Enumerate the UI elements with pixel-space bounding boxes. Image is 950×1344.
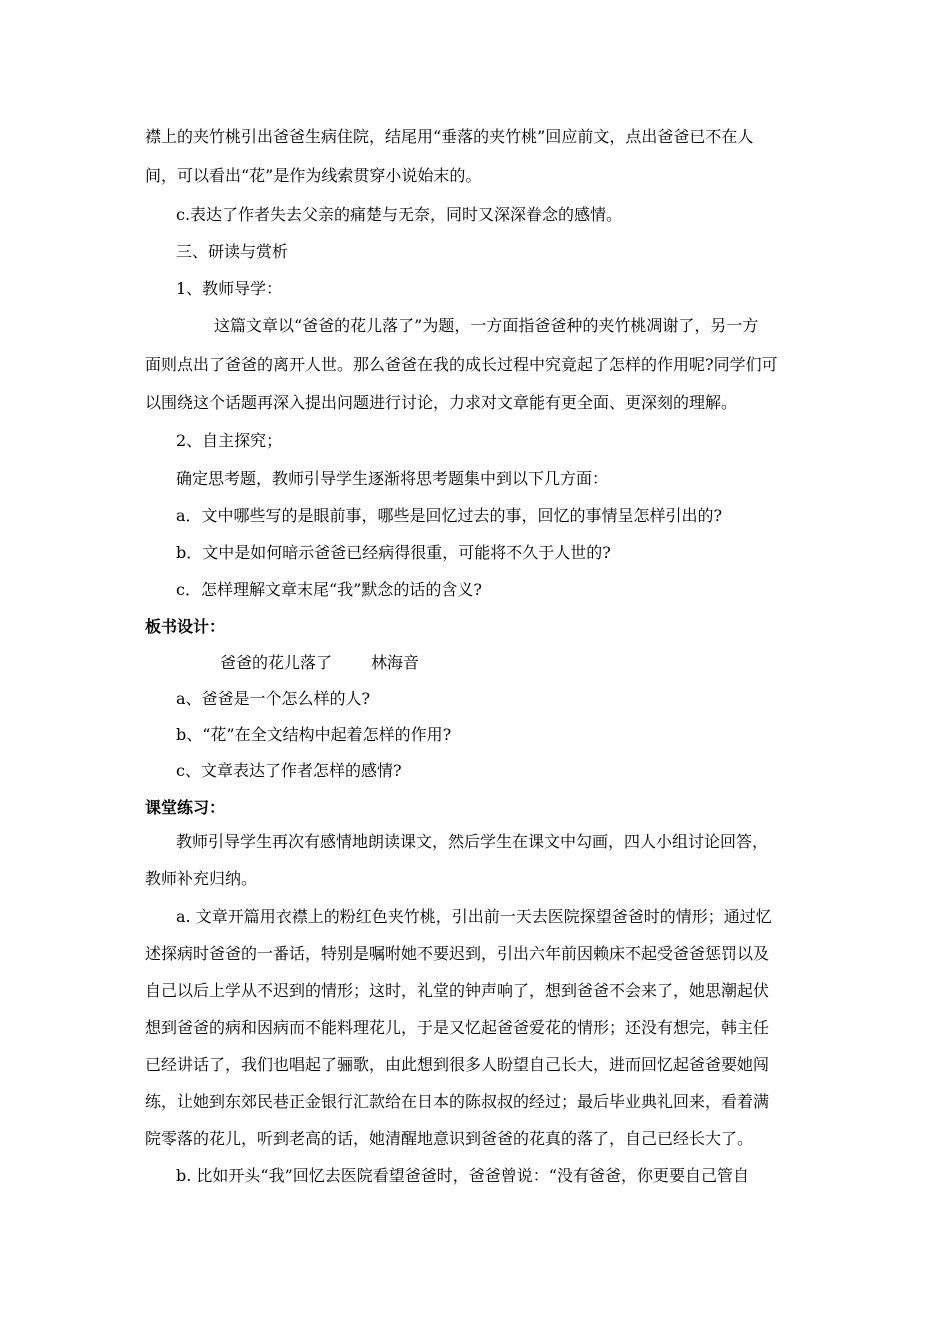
paragraph-line: 教师引导学生再次有感情地朗读课文，然后学生在课文中勾画，四人小组讨论回答， xyxy=(176,832,769,851)
list-item: c、文章表达了作者怎样的感情? xyxy=(176,761,402,780)
list-item: b．文中是如何暗示爸爸已经病得很重，可能将不久于人世的? xyxy=(176,543,611,562)
paragraph-line: 教师补充归纳。 xyxy=(145,869,258,888)
list-item: a、爸爸是一个怎么样的人? xyxy=(176,689,371,708)
board-title: 爸爸的花儿落了 xyxy=(220,653,333,672)
paragraph-line: 襟上的夹竹桃引出爸爸生病住院，结尾用“垂落的夹竹桃”回应前文，点出爸爸已不在人 xyxy=(145,127,754,146)
paragraph-line: 院零落的花儿，听到老高的话，她清醒地意识到爸爸的花真的落了，自己已经长大了。 xyxy=(145,1129,754,1148)
paragraph-line: 间，可以看出“花”是作为线索贯穿小说始末的。 xyxy=(145,166,482,185)
paragraph-line: 练，让她到东郊民巷正金银行汇款给在日本的陈叔叔的经过；最后毕业典礼回来，看着满 xyxy=(145,1092,770,1111)
paragraph-line: b. 比如开头“我”回忆去医院看望爸爸时，爸爸曾说：“没有爸爸，你更要自己管自 xyxy=(176,1166,749,1185)
list-item: b、“花”在全文结构中起着怎样的作用? xyxy=(176,725,452,744)
paragraph-line: 这篇文章以“爸爸的花儿落了”为题，一方面指爸爸种的夹竹桃凋谢了，另一方 xyxy=(214,316,759,335)
subsection-heading: 2、自主探究； xyxy=(176,431,283,450)
paragraph-line: 述探病时爸爸的一番话，特别是嘱咐她不要迟到，引出六年前因赖床不起受爸爸惩罚以及 xyxy=(145,944,770,963)
subsection-heading: 1、教师导学： xyxy=(176,279,283,298)
paragraph-line: 确定思考题，教师引导学生逐渐将思考题集中到以下几方面： xyxy=(176,469,609,488)
section-heading: 三、研读与赏析 xyxy=(176,242,289,261)
paragraph-line: 以围绕这个话题再深入提出问题进行讨论，力求对文章能有更全面、更深刻的理解。 xyxy=(145,393,738,412)
board-author: 林海音 xyxy=(371,653,420,672)
board-design-heading: 板书设计： xyxy=(145,617,226,636)
list-item: a．文中哪些写的是眼前事，哪些是回忆过去的事，回忆的事情呈怎样引出的? xyxy=(176,506,723,525)
paragraph-line: c.表达了作者失去父亲的痛楚与无奈，同时又深深眷念的感情。 xyxy=(176,205,623,224)
paragraph-line: 已经讲话了，我们也唱起了骊歌，由此想到很多人盼望自己长大，进而回忆起爸爸要她闯 xyxy=(145,1055,770,1074)
paragraph-line: a. 文章开篇用衣襟上的粉红色夹竹桃，引出前一天去医院探望爸爸时的情形；通过忆 xyxy=(176,907,772,926)
practice-heading: 课堂练习： xyxy=(145,798,226,817)
list-item: c．怎样理解文章末尾“我”默念的话的含义? xyxy=(176,580,482,599)
paragraph-line: 面则点出了爸爸的离开人世。那么爸爸在我的成长过程中究竟起了怎样的作用呢?同学们可 xyxy=(145,355,778,374)
paragraph-line: 自己以后上学从不迟到的情形；这时，礼堂的钟声响了，想到爸爸不会来了，她思潮起伏 xyxy=(145,981,770,1000)
paragraph-line: 想到爸爸的病和因病而不能料理花儿，于是又忆起爸爸爱花的情形；还没有想完，韩主任 xyxy=(145,1018,770,1037)
